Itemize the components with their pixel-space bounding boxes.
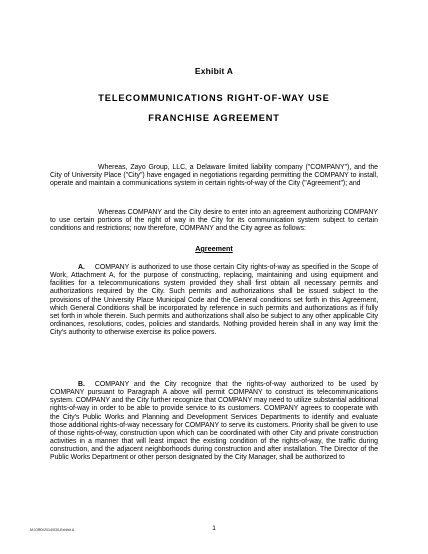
footer-file-reference: M:\ORD\2014\030-Exhibit A [30, 528, 75, 532]
section-a-marker: A. [78, 264, 85, 271]
section-b-paragraph [50, 381, 378, 463]
section-a-paragraph [50, 264, 378, 337]
document-title-line2: FRANCHISE AGREEMENT [148, 113, 280, 123]
page-number: 1 [212, 525, 216, 532]
exhibit-label: Exhibit A [194, 66, 234, 76]
section-b-marker: B. [78, 381, 85, 388]
section-b-text: COMPANY and the City recognize that the rights-of-way authorized to be used by COMPANY pursuant to Paragraph A above will permit COMPANY to construct its telecommunications system. COMPANY and the City further recognize that COMPANY may need to utilize substantial additional rights-of-way in order to be able to provide service to its customers. COMPANY agrees to cooperate with the City's Public Works and Planning and Development Services Departments to identify and evaluate those additional rights-of-way necessary for COMPANY to serve its customers. Priority shall be given to use of those rights-of-way, construction upon which can be coordinated with other City and private construction activities in a manner that will least impact the existing condition of the rights-of-way, the traffic during construction, and the adjacent neighborhoods during construction and after installation. The Director of the Public Works Department or other person designated by the City Manager, shall be authorized to [50, 381, 378, 462]
section-heading: Agreement [195, 244, 233, 253]
whereas-paragraph-2: Whereas COMPANY and the City desire to enter into an agreement authorizing COMPANY to use certain portions of the right of way in the City for its communication system subject to certain conditions and restrictions; now therefore, COMPANY and the City agree as follows: [50, 209, 378, 233]
section-a-text: COMPANY is authorized to use those certain City rights-of-way as specified in the Scope of Work, Attachment A, for the purpose of constructing, replacing, maintaining and using equipment and facilities for a telecommunications system provided they shall first obtain all necessary permits and authorizations required by the City. Such permits and authorizations shall be issued subject to the provisions of the University Place Municipal Code and the General conditions set forth in this Agreement, which General Conditions shall be incorporated by reference in such permits and authorizations as if fully set forth in whole therein. Such permits and authorizations shall also be subject to any other applicable City ordinances, resolutions, codes, policies and standards. Nothing provided herein shall in any way limit the City's authority to otherwise exercise its police powers. [50, 264, 378, 337]
whereas-paragraph-1: Whereas, Zayo Group, LLC, a Delaware limited liability company ("COMPANY"), and the City of University Place ("City") have engaged in negotiations regarding permitting the COMPANY to install, operate and maintain a communications system in certain rights-of-way of the City ("Agreement"); and [50, 164, 378, 188]
document-title-line1: TELECOMMUNICATIONS RIGHT-OF-WAY USE [98, 93, 330, 103]
